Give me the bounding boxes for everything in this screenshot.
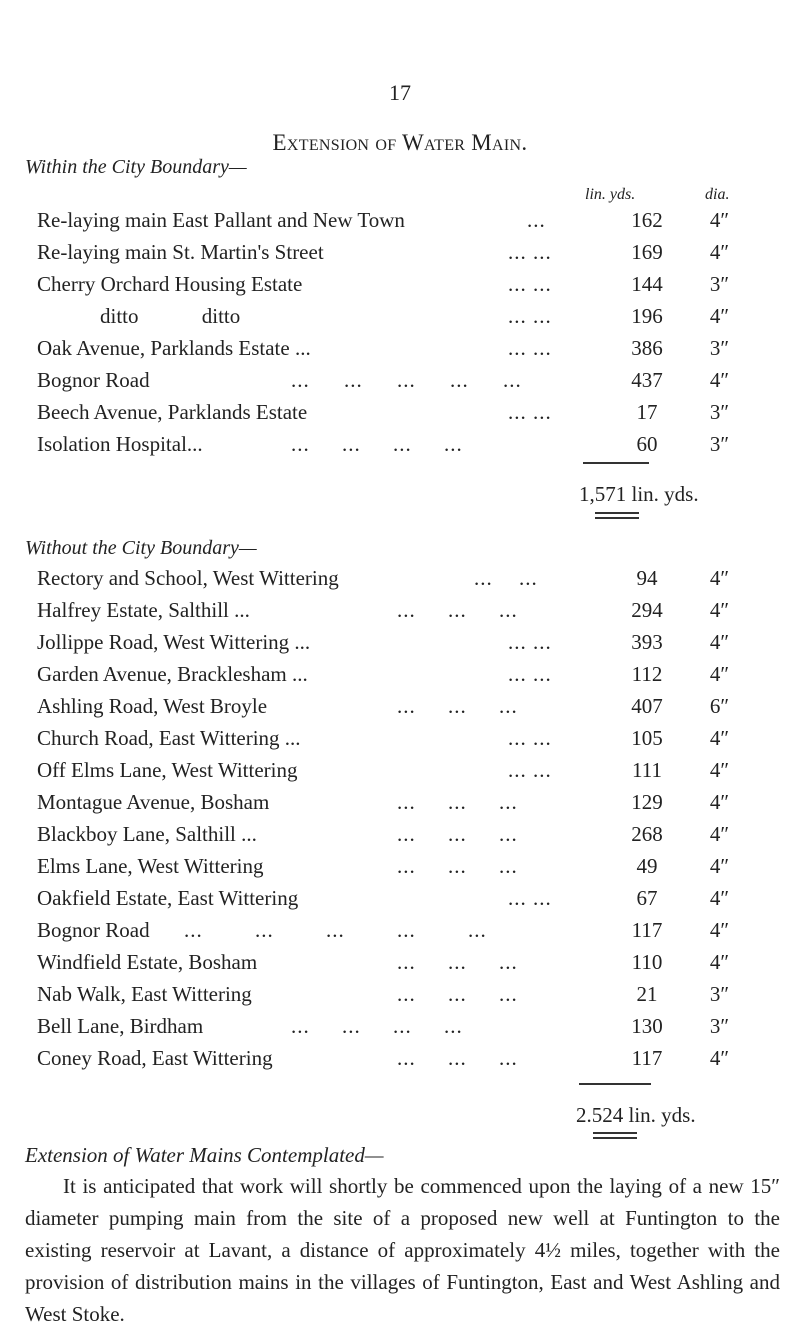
length-value: 130 [631,1014,663,1038]
length-value: 144 [631,272,663,296]
diameter-value: 3″ [709,336,730,360]
leader-dots: ... ... ... [397,694,518,718]
leader-dots: ... ... [508,726,552,750]
leader-dots: ... ... ... [397,598,518,622]
table-row [37,304,777,328]
diameter-value: 4″ [709,726,730,750]
leader-dots: ... [527,208,546,232]
table-row [37,822,777,846]
place-name: Cherry Orchard Housing Estate [37,272,303,296]
place-name: Ashling Road, West Broyle [37,694,268,718]
place-name: Beech Avenue, Parklands Estate [37,400,308,424]
place-name: Bognor Road [37,368,150,392]
place-name: Bell Lane, Birdham [37,1014,204,1038]
table-row [37,886,777,910]
contemplated-heading: Extension of Water Mains Contemplated— [25,1143,384,1167]
place-name: Rectory and School, West Wittering [37,566,339,590]
length-value: 169 [631,240,663,264]
length-value: 393 [631,630,663,654]
length-value: 17 [636,400,658,424]
leader-dots: ... ... ... [397,950,518,974]
leader-dots: ... ... ... [397,982,518,1006]
table-row [37,758,777,782]
page-number: 17 [389,80,411,105]
length-value: 111 [632,758,662,782]
contemplated-paragraph: It is anticipated that work will shortly be commenced upon the laying of a new 15″ diameter pumping main from the site of a proposed new well at Funtington to the existing reservoir at Lavant, a distance of approximately 4½ miles, together with the provision of distribution mains in the villages of Funtington, East and West Ashling and West Stoke. [25,1174,780,1326]
length-value: 386 [631,336,663,360]
place-name: Nab Walk, East Wittering [37,982,252,1006]
table-row [37,918,777,942]
diameter-value: 3″ [709,400,730,424]
place-name: Coney Road, East Wittering [37,1046,273,1070]
table-row [37,982,777,1006]
without-total-rule [579,1083,651,1085]
main-heading: Extension of Water Main. [272,130,528,155]
table-row [37,726,777,750]
table-row [37,694,777,718]
place-name: Re-laying main St. Martin's Street [37,240,324,264]
leader-dots: ... ... ... ... ... [291,368,522,392]
table-row [37,208,777,232]
length-value: 129 [631,790,663,814]
length-value: 437 [631,368,663,392]
diameter-value: 3″ [709,272,730,296]
diameter-value: 4″ [709,854,730,878]
diameter-value: 4″ [709,240,730,264]
leader-dots: ... ... [508,662,552,686]
place-name: Oak Avenue, Parklands Estate ... [37,336,311,360]
place-name: Re-laying main East Pallant and New Town [37,208,405,232]
table-row [37,400,777,424]
diameter-value: 3″ [709,1014,730,1038]
table-row [37,240,777,264]
diameter-value: 4″ [709,662,730,686]
length-value: 49 [636,854,658,878]
diameter-value: 4″ [709,886,730,910]
place-name: Isolation Hospital... [37,432,203,456]
leader-dots: ... ... [508,272,552,296]
leader-dots: ... ... ... [397,854,518,878]
place-name: Elms Lane, West Wittering [37,854,264,878]
place-name: Bognor Road [37,918,150,942]
column-heading-length: lin. yds. [585,186,636,203]
diameter-value: 4″ [709,822,730,846]
within-total: 1,571 lin. yds. [579,482,699,506]
leader-dots: ... ... [508,336,552,360]
place-name: Windfield Estate, Bosham [37,950,258,974]
leader-dots: ... ... [508,758,552,782]
length-value: 112 [631,662,663,686]
length-value: 294 [631,598,663,622]
table-row [37,432,777,456]
place-name: Jollippe Road, West Wittering ... [37,630,311,654]
diameter-value: 4″ [709,368,730,392]
leader-dots: ... ... [474,566,538,590]
length-value: 110 [631,950,663,974]
table-row [37,630,777,654]
table-row [37,336,777,360]
table-row [37,368,777,392]
diameter-value: 3″ [709,432,730,456]
without-double-rule [593,1132,637,1134]
leader-dots: ... ... ... ... [291,432,463,456]
diameter-value: 4″ [709,918,730,942]
leader-dots: ... ... ... [397,1046,518,1070]
place-name: Off Elms Lane, West Wittering [37,758,298,782]
place-name: ditto ditto [100,304,241,328]
diameter-value: 4″ [709,630,730,654]
leader-dots: ... ... [508,630,552,654]
leader-dots: ... ... [508,400,552,424]
length-value: 268 [631,822,663,846]
within-boundary-heading: Within the City Boundary— [25,156,247,178]
column-heading-diameter: dia. [705,186,730,203]
within-double-rule [595,517,639,519]
length-value: 407 [631,694,663,718]
leader-dots: ... ... ... ... ... [184,918,487,942]
place-name: Garden Avenue, Bracklesham ... [37,662,308,686]
leader-dots: ... ... [508,886,552,910]
length-value: 67 [636,886,658,910]
table-row [37,662,777,686]
table-row [37,272,777,296]
diameter-value: 4″ [709,304,730,328]
leader-dots: ... ... [508,240,552,264]
table-row [37,854,777,878]
diameter-value: 4″ [709,566,730,590]
leader-dots: ... ... ... [397,822,518,846]
table-row [37,790,777,814]
diameter-value: 4″ [709,208,730,232]
length-value: 94 [636,566,658,590]
table-row [37,1014,777,1038]
length-value: 117 [631,1046,663,1070]
diameter-value: 3″ [709,982,730,1006]
diameter-value: 4″ [709,950,730,974]
diameter-value: 4″ [709,790,730,814]
place-name: Church Road, East Wittering ... [37,726,301,750]
place-name: Oakfield Estate, East Wittering [37,886,299,910]
within-total-rule [583,462,649,464]
without-boundary-heading: Without the City Boundary— [25,537,257,559]
diameter-value: 4″ [709,598,730,622]
without-total: 2.524 lin. yds. [576,1103,696,1127]
diameter-value: 4″ [709,1046,730,1070]
place-name: Halfrey Estate, Salthill ... [37,598,250,622]
leader-dots: ... ... [508,304,552,328]
table-row [37,950,777,974]
leader-dots: ... ... ... ... [291,1014,463,1038]
length-value: 60 [636,432,658,456]
table-row [37,1046,777,1070]
length-value: 21 [636,982,658,1006]
length-value: 162 [631,208,663,232]
place-name: Montague Avenue, Bosham [37,790,270,814]
leader-dots: ... ... ... [397,790,518,814]
table-row [37,598,777,622]
within-double-rule [595,512,639,514]
place-name: Blackboy Lane, Salthill ... [37,822,257,846]
diameter-value: 4″ [709,758,730,782]
table-row [37,566,777,590]
length-value: 196 [631,304,663,328]
length-value: 117 [631,918,663,942]
without-double-rule [593,1137,637,1139]
diameter-value: 6″ [709,694,730,718]
length-value: 105 [631,726,663,750]
